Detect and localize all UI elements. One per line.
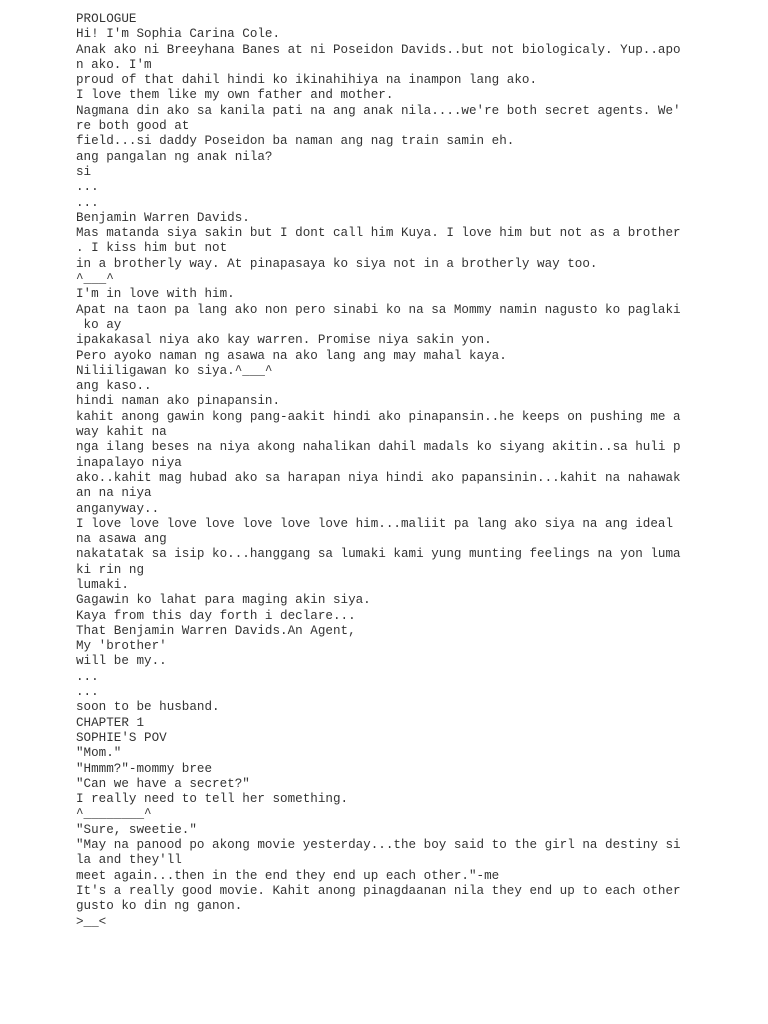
text-line: >__< (76, 914, 107, 929)
text-line: ... (76, 180, 99, 195)
text-line: That Benjamin Warren Davids.An Agent, (76, 623, 356, 638)
text-line: hindi naman ako pinapansin. (76, 394, 281, 409)
text-line: It's a really good movie. Kahit anong pinagdaanan nila they end up to each other (76, 883, 681, 898)
text-line: si (76, 164, 92, 179)
text-line: ^___^ (76, 272, 114, 287)
text-line: n ako. I'm (76, 57, 152, 72)
text-line: ang pangalan ng anak nila? (76, 149, 273, 164)
text-line: Benjamin Warren Davids. (76, 210, 250, 225)
text-line: I love them like my own father and mother. (76, 88, 394, 103)
text-line: Gagawin ko lahat para maging akin siya. (76, 593, 371, 608)
text-line: la and they'll (76, 853, 182, 868)
line-chapter-heading: CHAPTER 1 (76, 715, 145, 730)
text-line: ... (76, 669, 99, 684)
text-line: in a brotherly way. At pinapasaya ko siya not in a brotherly way too. (76, 256, 598, 271)
text-line: lumaki. (76, 577, 129, 592)
text-line: ki rin ng (76, 562, 145, 577)
text-line: nakatatak sa isip ko...hanggang sa lumaki kami yung munting feelings na yon luma (76, 547, 681, 562)
text-line: ako..kahit mag hubad ako sa harapan niya hindi ako papansinin...kahit na nahawak (76, 470, 681, 485)
text-line: I really need to tell her something. (76, 792, 349, 807)
text-line: Hi! I'm Sophia Carina Cole. (76, 27, 281, 42)
text-line: will be my.. (76, 654, 167, 669)
text-line: Nagmana din ako sa kanila pati na ang anak nila....we're both secret agents. We' (76, 103, 681, 118)
text-line: ko ay (76, 317, 122, 332)
text-line: "Hmmm?"-mommy bree (76, 761, 213, 776)
text-line: anganyway.. (76, 501, 160, 516)
text-line: ^________^ (76, 807, 152, 822)
text-line: Niliiligawan ko siya.^___^ (76, 363, 273, 378)
text-line: gusto ko din ng ganon. (76, 899, 243, 914)
text-line: way kahit na (76, 425, 167, 440)
text-line: . I kiss him but not (76, 241, 228, 256)
text-line: ... (76, 195, 99, 210)
text-line: meet again...then in the end they end up each other."-me (76, 868, 500, 883)
text-line: ang kaso.. (76, 379, 152, 394)
text-line: "Mom." (76, 746, 122, 761)
text-line: soon to be husband. (76, 700, 220, 715)
text-line: Pero ayoko naman ng asawa na ako lang ang may mahal kaya. (76, 348, 507, 363)
text-line: field...si daddy Poseidon ba naman ang nag train samin eh. (76, 134, 515, 149)
text-line: proud of that dahil hindi ko ikinahihiya na inampon lang ako. (76, 73, 538, 88)
text-line: an na niya (76, 486, 152, 501)
text-line: I love love love love love love love him...maliit pa lang ako siya na ang ideal (76, 516, 674, 531)
text-line: kahit anong gawin kong pang-aakit hindi ako pinapansin..he keeps on pushing me a (76, 409, 681, 424)
text-line: Anak ako ni Breeyhana Banes at ni Poseidon Davids..but not biologicaly. Yup..apo (76, 42, 681, 57)
text-line: na asawa ang (76, 532, 167, 547)
text-line: "Can we have a secret?" (76, 776, 250, 791)
text-line: Mas matanda siya sakin but I dont call him Kuya. I love him but not as a brother (76, 226, 681, 241)
line-pov-heading: SOPHIE'S POV (76, 730, 167, 745)
document-page (76, 12, 756, 930)
text-line: "Sure, sweetie." (76, 822, 197, 837)
text-line: ... (76, 685, 99, 700)
text-line: I'm in love with him. (76, 287, 235, 302)
text-line: Apat na taon pa lang ako non pero sinabi ko na sa Mommy namin nagusto ko paglaki (76, 302, 681, 317)
line-prologue-heading: PROLOGUE (76, 12, 137, 26)
text-line: "May na panood po akong movie yesterday...the boy said to the girl na destiny si (76, 838, 681, 853)
text-line: ipakakasal niya ako kay warren. Promise niya sakin yon. (76, 333, 492, 348)
text-line: Kaya from this day forth i declare... (76, 608, 356, 623)
text-line: inapalayo niya (76, 455, 182, 470)
text-line: nga ilang beses na niya akong nahalikan dahil madals ko siyang akitin..sa huli p (76, 440, 681, 455)
text-line: My 'brother' (76, 639, 167, 654)
text-line: re both good at (76, 119, 190, 134)
